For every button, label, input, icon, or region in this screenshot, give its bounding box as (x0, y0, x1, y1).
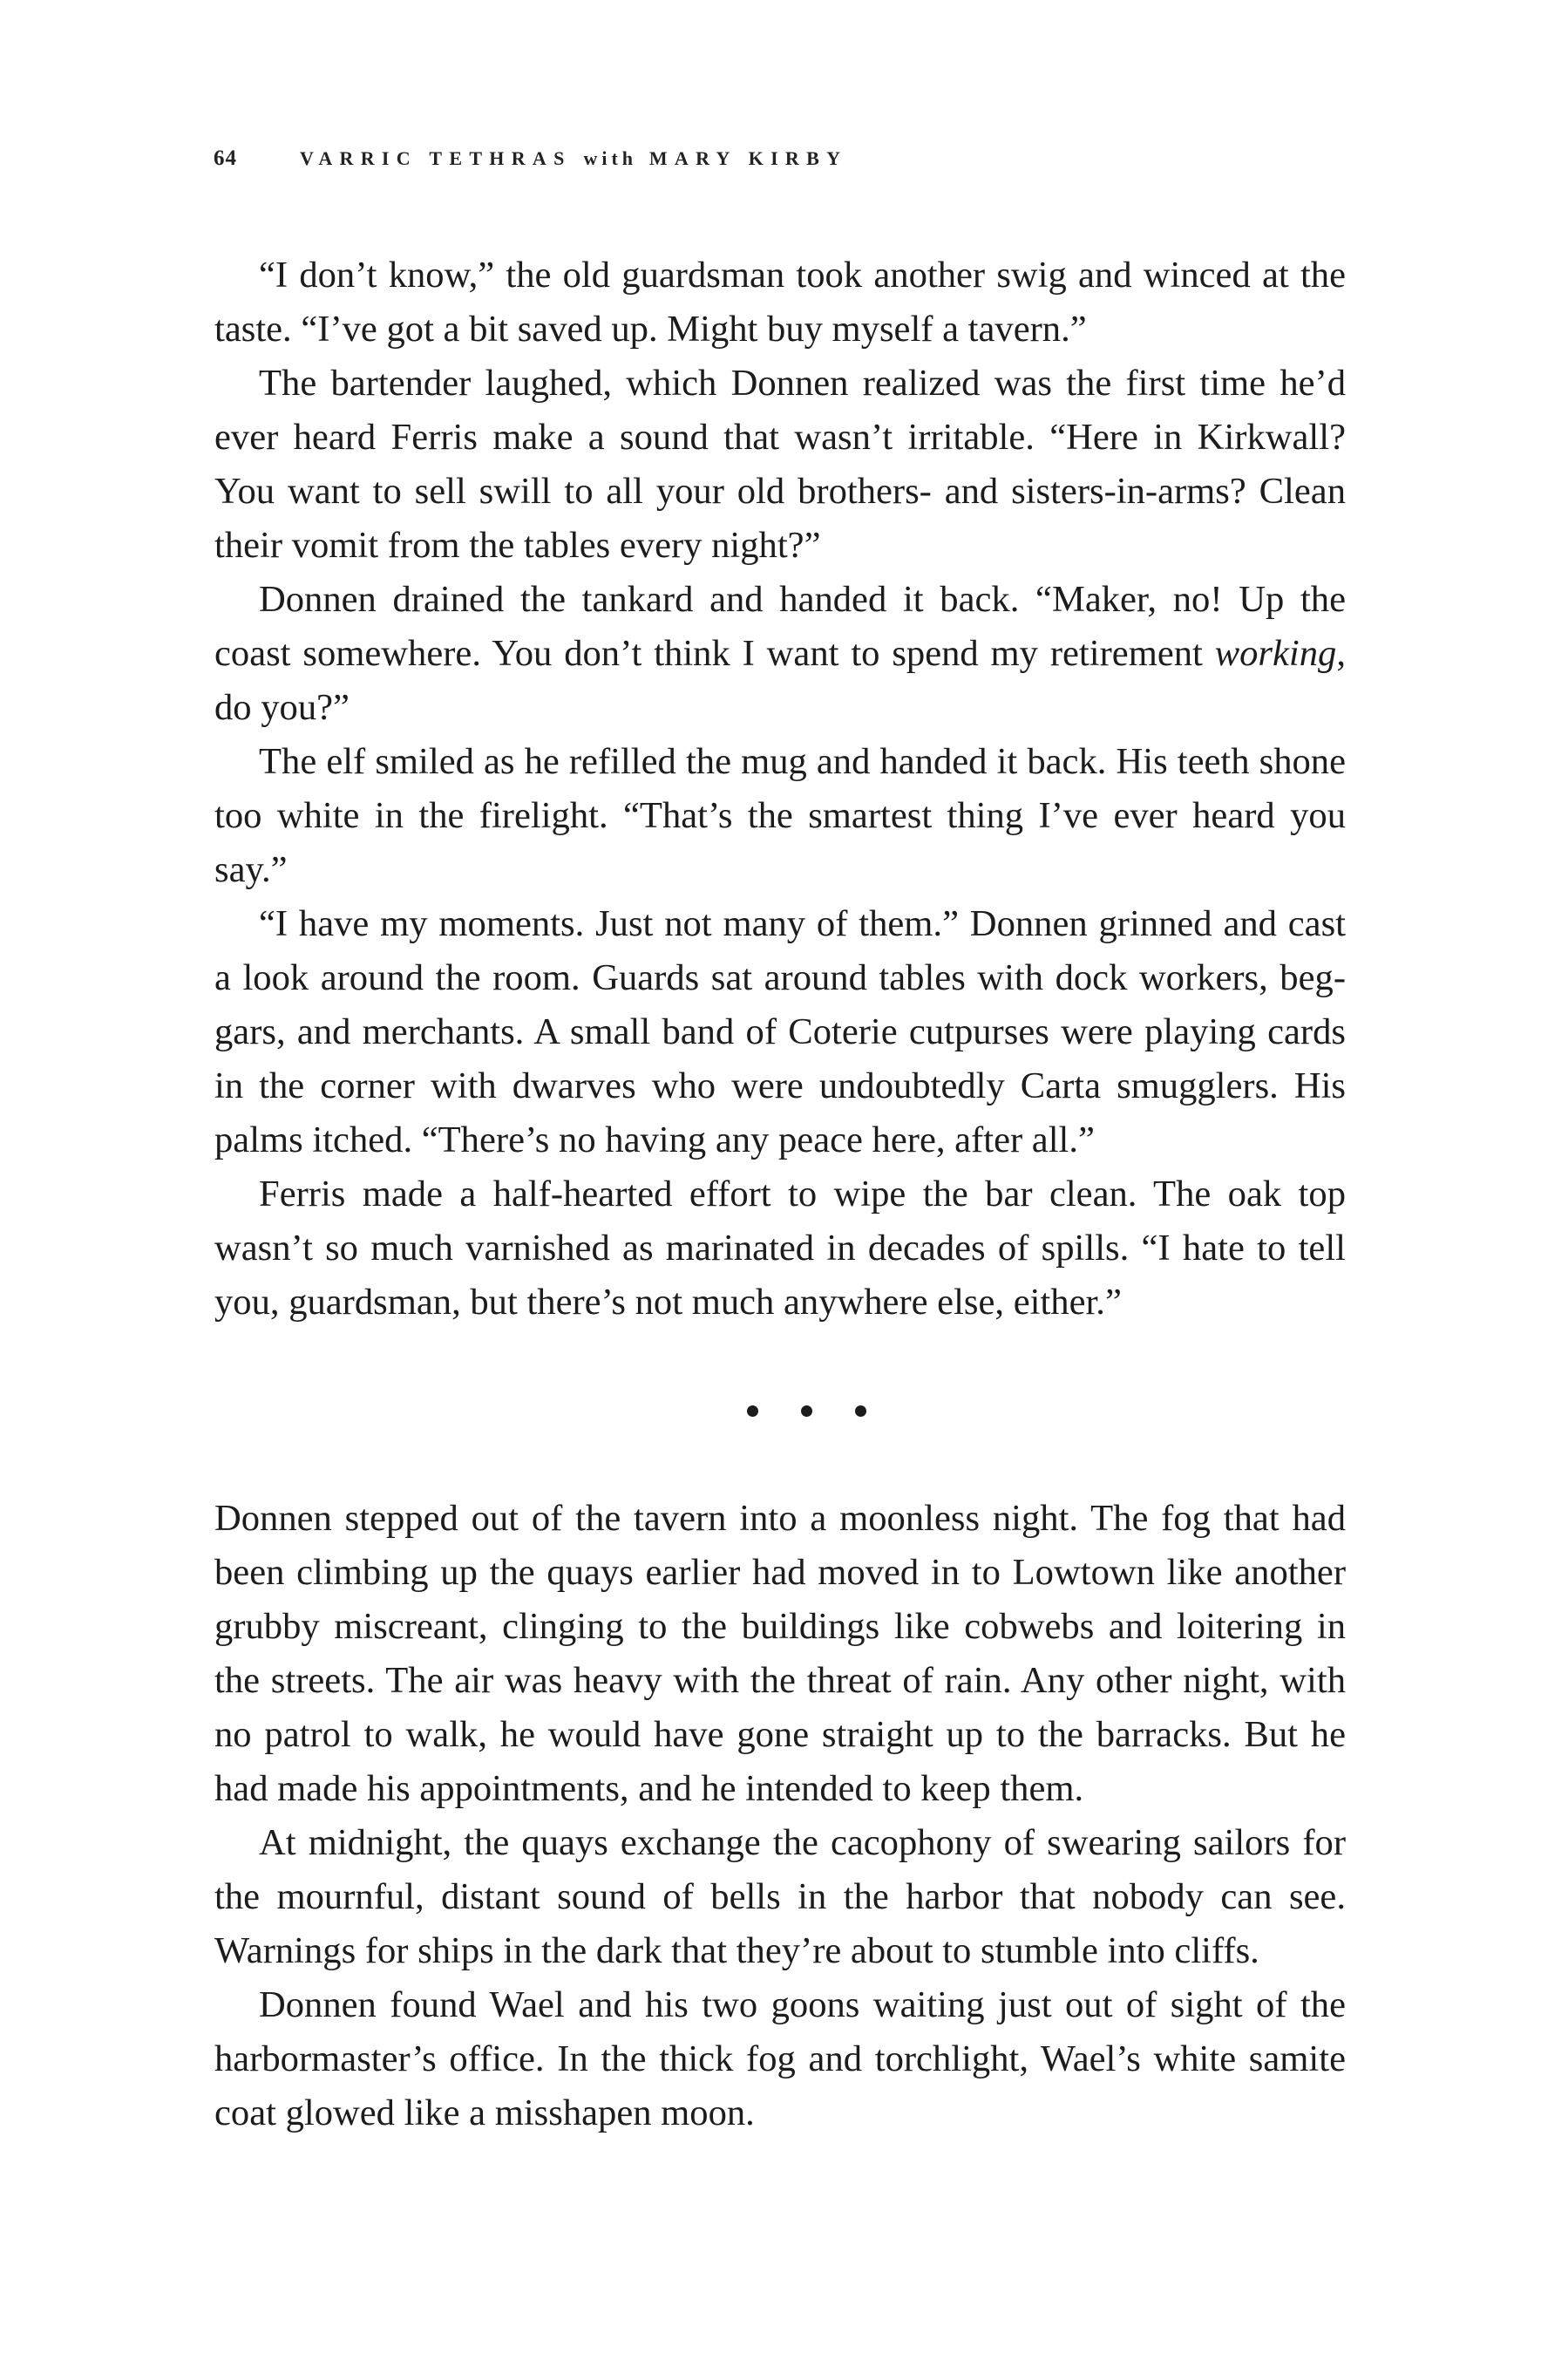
paragraph: The elf smiled as he refilled the mug and handed it back. His teeth shone too white in the firelight. “That’s the smartest thing I’ve ever heard you say.” (214, 741, 1346, 890)
body-text (214, 248, 1346, 2140)
author-primary: VARRIC TETHRAS (300, 147, 572, 169)
paragraph: Donnen found Wael and his two goons waiting just out of sight of the harbormaster’s office. In the thick fog and torchlight, Wael’s white samite coat glowed like a misshapen moon. (214, 1984, 1346, 2133)
paragraph: Donnen stepped out of the tavern into a moonless night. The fog that had been climbing up the quays earlier had moved in to Lowtown like another grubby miscreant, clinging to the buildings like cobwebs and loitering in the streets. The air was heavy with the threat of rain. Any other night, with no patrol to walk, he would have gone straight up to the barracks. But he had made his appointments, and he intended to keep them. (214, 1498, 1346, 1809)
section-break-dot (747, 1405, 758, 1417)
paragraph (214, 573, 1346, 735)
author-secondary: MARY KIRBY (648, 147, 848, 169)
emphasized-word: working (1214, 633, 1337, 674)
section-break (214, 1330, 1346, 1492)
paragraph: “I don’t know,” the old guardsman took another swig and winced at the taste. “I’ve got a bit saved up. Might buy myself a tavern.” (214, 255, 1346, 350)
paragraph: At midnight, the quays exchange the cacophony of swearing sailors for the mournful, distant sound of bells in the harbor that nobody can see. Warnings for ships in the dark that they’re about to stumble into cliffs. (214, 1822, 1346, 1971)
page-number: 64 (214, 146, 237, 170)
paragraph-text: Donnen drained the tankard and handed it back. “Maker, no! Up the coast somewhere. You don’t think I want to spend my retirement (214, 579, 1346, 674)
paragraph: The bartender laughed, which Donnen realized was the first time he’d ever heard Ferris make a sound that wasn’t irritable. “Here in Kirkwall? You want to sell swill to all your old brothers- and sisters-in-arms? Clean their vomit from the tables every night?” (214, 363, 1346, 566)
section-break-dot (801, 1405, 812, 1417)
paragraph-text: , do you?” (214, 633, 1346, 728)
section-break-dot (855, 1405, 866, 1417)
paragraph: “I have my moments. Just not many of them.” Donnen grinned and cast a look around the room. Guards sat around tables with dock workers, beggars, and merchants. A small band of Coterie cutpurses were playing cards in the corner with dwarves who were undoubtedly Carta smugglers. His palms itched. “There’s no having any peace here, after all.” (214, 903, 1346, 1160)
running-head (300, 147, 847, 170)
paragraph: Ferris made a half-hearted effort to wipe the bar clean. The oak top wasn’t so much varnished as marinated in decades of spills. “I hate to tell you, guardsman, but there’s not much anywhere else, either.” (214, 1174, 1346, 1323)
running-head-connector: with (583, 147, 637, 169)
page-header (214, 141, 847, 176)
